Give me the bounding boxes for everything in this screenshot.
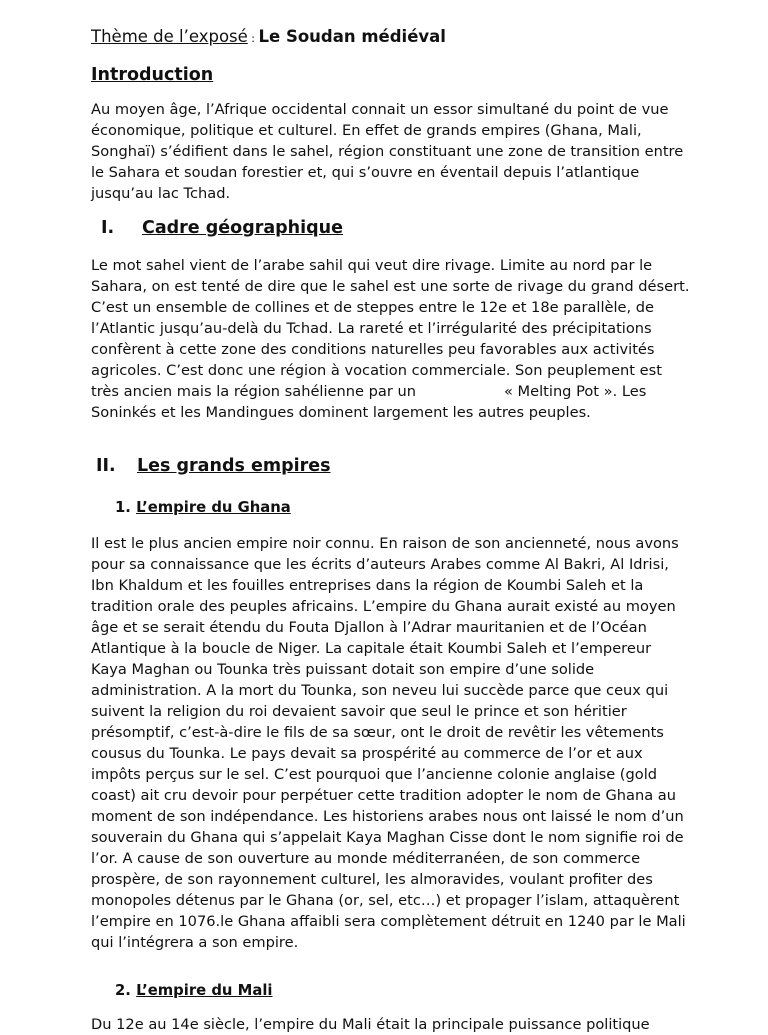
- section-1-text-part-2: « Melting Pot ». Les Soninkés et les Mandingues dominent largement les autres peuples.: [91, 383, 647, 421]
- theme-separator: :: [247, 32, 259, 45]
- section-2-title: Les grands empires: [137, 456, 331, 476]
- subsection-2-heading: [115, 981, 272, 1001]
- section-1-title: Cadre géographique: [142, 218, 343, 238]
- subsection-2-title: L’empire du Mali: [136, 982, 273, 999]
- section-2-heading: [96, 454, 331, 478]
- introduction-paragraph: Au moyen âge, l’Afrique occidental connait un essor simultané du point de vue économique, politique et culturel. En effet de grands empires (Ghana, Mali, Songhaï) s’édifient dans le sahel, région constituant une zone de transition entre le Sahara et soudan forestier et, qui s’ouvre en éventail depuis l’atlantique jusqu’au lac Tchad.: [91, 101, 684, 202]
- subsection-1-paragraph: Il est le plus ancien empire noir connu. En raison de son ancienneté, nous avons pour sa connaissance que les écrits d’auteurs Arabes comme Al Bakri, Al Idrisi, Ibn Khaldum et les fouilles entreprises dans la région de Koumbi Saleh et la tradition orale des peuples africains. L’empire du Ghana aurait existé au moyen âge et se serait étendu du Fouta Djallon à l’Adrar mauritanien et de l’Océan Atlantique à la boucle de Niger. La capitale était Koumbi Saleh et l’empereur Kaya Maghan ou Tounka très puissant dotait son empire d’une solide administration. A la mort du Tounka, son neveu lui succède parce que ceux qui suivent la religion du roi devaient savoir que seul le prince et son héritier présomptif, c’est-à-dire le fils de sa sœur, ont le droit de revêtir les vêtements cousus du Tounka. Le pays devait sa prospérité au commerce de l’or et aux impôts perçus sur le sel. C’est pourquoi que l’ancienne colonie anglaise (gold coast) ait cru devoir pour perpétuer cette tradition adopter le nom de Ghana au moment de son indépendance. Les historiens arabes nous ont laissé le nom d’un souverain du Ghana qui s’appelait Kaya Maghan Cisse dont le nom signifie roi de l’or. A cause de son ouverture au monde méditerranéen, de son commerce prospère, de son rayonnement culturel, les almoravides, voulant profiter des monopoles détenus par le Ghana (or, sel, etc…) et propager l’islam, attaquèrent l’empire en 1076.le Ghana affaibli sera complètement détruit en 1240 par le Mali qui l’intégrera a son empire.: [91, 535, 686, 951]
- section-2-number: II.: [96, 456, 116, 476]
- section-1-heading: [101, 216, 343, 240]
- theme-label: Thème de l’exposé: [91, 27, 248, 46]
- theme-title: Le Soudan médiéval: [258, 27, 446, 46]
- subsection-1-heading: [115, 498, 291, 518]
- section-1-number: I.: [101, 218, 115, 238]
- subsection-2-number: 2.: [115, 982, 131, 999]
- subsection-1-title: L’empire du Ghana: [136, 499, 291, 516]
- subsection-2-paragraph: Du 12e au 14e siècle, l’empire du Mali était la principale puissance politique: [91, 1016, 650, 1033]
- section-1-text-part-1: Le mot sahel vient de l’arabe sahil qui veut dire rivage. Limite au nord par le Sahara, on est tenté de dire que le sahel est une sorte de rivage du grand désert. C’est un ensemble de collines et de steppes entre le 12e et 18e parallèle, de l’Atlantic jusqu’au-delà du Tchad. La rareté et l’irrégularité des précipitations confèrent à cette zone des conditions naturelles peu favorables aux activités agricoles. C’est donc une région à vocation commerciale. Son peuplement est très ancien mais la région sahélienne par un: [91, 257, 690, 400]
- document-theme: [91, 26, 446, 50]
- subsection-1-number: 1.: [115, 499, 131, 516]
- introduction-heading: Introduction: [91, 65, 214, 85]
- section-1-paragraph: [91, 255, 691, 423]
